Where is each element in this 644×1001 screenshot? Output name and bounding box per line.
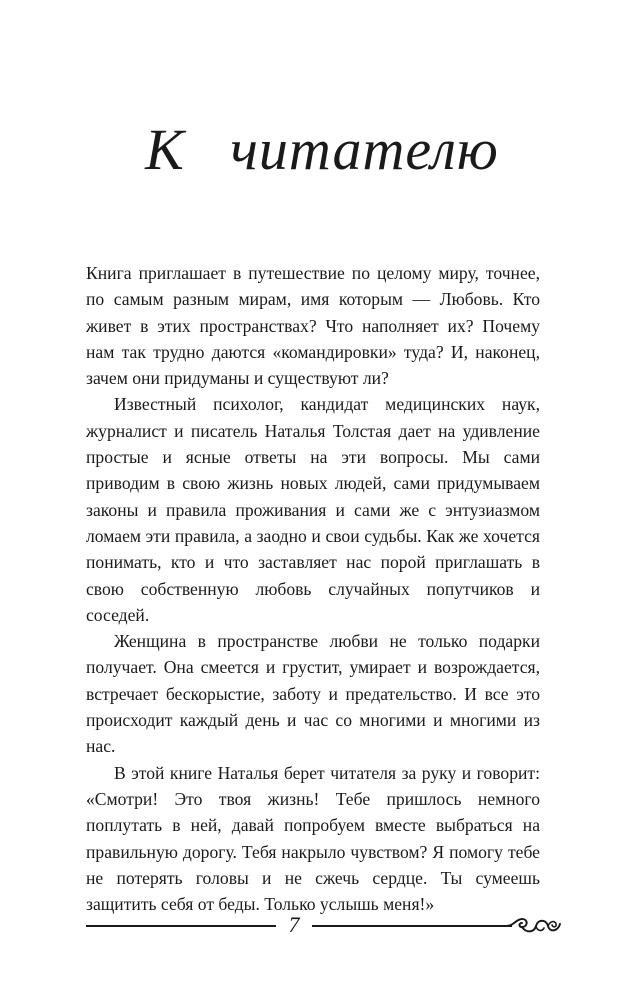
flourish-ornament-icon: [506, 913, 562, 939]
body-text: [86, 260, 540, 917]
page-title: К читателю: [145, 117, 499, 182]
paragraph-3: Женщина в пространстве любви не только подарки получает. Она смеется и грустит, умирает и возрождается, встречает бескорыстие, заботу и предательство. И все это происходит каждый день и час со многими и многими из нас.: [86, 631, 540, 757]
page-footer: [86, 910, 558, 940]
footer-rule-left: [86, 925, 276, 927]
paragraph-2: Известный психолог, кандидат медицинских наук, журналист и писатель Наталья Толстая дает на удивление простые и ясные ответы на эти вопросы. Мы сами приводим в свою жизнь новых людей, сами придумываем законы и правила проживания и сами же с энтузиазмом ломаем эти правила, а заодно и свои судьбы. Как же хочется понимать, кто и что заставляет нас порой приглашать в свою собственную любовь случайных попутчиков и соседей.: [86, 394, 540, 625]
footer-rule-right: [312, 925, 512, 927]
paragraph-1: Книга приглашает в путешествие по целому миру, точнее, по самым разным мирам, имя которым — Любовь. Кто живет в этих пространствах? Что наполняет их? Почему нам так трудно даются «командировки» туда? И, наконец, зачем они придуманы и существуют ли?: [86, 263, 540, 389]
page-number: 7: [288, 912, 300, 937]
paragraph-4: В этой книге Наталья берет читателя за руку и говорит: «Смотри! Это твоя жизнь! Тебе пришлось немного поплутать в ней, давай попробуем вместе выбраться на правильную дорогу. Тебя накрыло чувством? Я помогу тебе не потерять головы и не сжечь сердце. Ты сумеешь защитить себя от беды. Только услышь меня!»: [86, 762, 540, 915]
